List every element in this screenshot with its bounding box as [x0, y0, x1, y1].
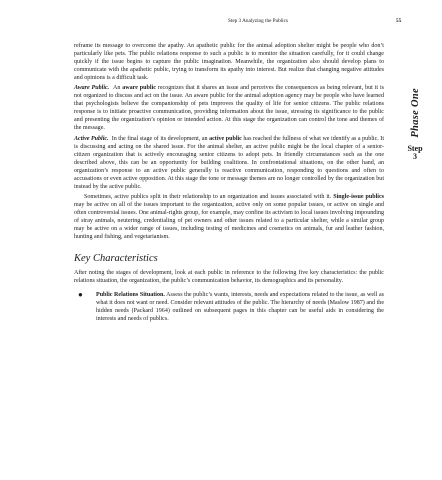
bullet-item	[74, 291, 384, 323]
single-issue-body: may be active on all of the issues important to the organization, active only on some popular issues, or active on single and often controversial issues. One animal-rights group, for example, may confine its activism to local issues involving impounding of stray animals, neutering, credentialing of pet owners and other issues related to a particular shelter, while a similar group may be active on a wider range of issues, including testing of medicines and cosmetics on animals, fur and leather fashion, hunting and fishing, and vegetarianism.	[74, 201, 384, 241]
step-number: 3	[413, 151, 417, 161]
single-issue-term: Single-issue publics	[333, 193, 384, 200]
active-body: has reached the fullness of what we identify as a public. It is discussing and acting on the shared issue. For the animal shelter, an active public might be the local chapter of a senior-citizen organization that is actively encouraging senior citizens to adopt pets. In friendly circumstances such as the one described above, this can be an opportunity for building coalitions. In confrontational situations, on the other hand, an organization’s response to an active public generally is reactive communication, responding to questions and often to accusations or even active opposition. At this stage the tone or message themes are no longer controlled by the organization but instead by the active public.	[74, 135, 385, 190]
aware-term: aware public	[122, 85, 156, 92]
running-head: Step 3 Analyzing the Publics	[228, 18, 288, 24]
running-header	[0, 18, 442, 30]
single-issue-lead: Sometimes, active publics split in their relationship to an organization and issues associated with it.	[84, 193, 334, 200]
phase-label: Phase One	[409, 88, 421, 138]
aware-lead: An	[112, 85, 123, 92]
aware-public-heading: Aware Public.	[74, 85, 110, 92]
page-number: 55	[396, 18, 402, 24]
active-public-heading: Active Public.	[74, 135, 109, 142]
bullet-heading: Public Relations Situation.	[96, 292, 165, 299]
aware-body: recognizes that it shares an issue and perceives the consequences as being relevant, but it is not organized to discuss and act on the issue. An aware public for the animal adoption agency may be people who have learned that psychologists believe the companionship of pets improves the quality of life for senior citizens. The public relations response is to initiate proactive communication, providing information about the issue, stressing its significance to the public and presenting the organization’s opinion or intended action. At this stage the organization can control the tone and themes of the message.	[74, 85, 384, 132]
step-label: Step	[407, 143, 423, 153]
section-title: Key Characteristics	[74, 253, 158, 265]
page-body	[74, 42, 384, 323]
bullet-icon: ●	[78, 290, 83, 300]
active-term: active public	[209, 135, 242, 142]
bullet-body: Assess the public’s wants, interests, needs and expectations related to the issue, as well as what it does not want or need. Consider relevant attitudes of the public. The hierarchy of needs (Maslow 1987) and the hidden needs (Packard 1964) outlined on subsequent pages in this chapter can be useful aids in considering the interests and needs of publics.	[96, 292, 384, 323]
single-issue-paragraph	[74, 193, 384, 241]
active-lead: In the final stage of its development, an	[111, 135, 210, 142]
intro-paragraph: reframe its message to overcome the apathy. An apathetic public for the animal adoption shelter might be people who don’t particularly like pets. The public relations response to such a public is to monitor the situation carefully, for it could change quickly if the issue begins to capture the public imagination. Meanwhile, the organization also should develop plans to communicate with the apathetic public, trying to transform its apathy into interest. But realize that changing negative attitudes and opinions is a difficult task.	[74, 43, 384, 82]
aware-public-paragraph	[74, 84, 384, 132]
phase-side-tab	[400, 88, 430, 188]
active-public-paragraph	[74, 135, 384, 191]
section-intro: After noting the stages of development, look at each public in reference to the following five key characteristics: the public relations situation, the organization, the public’s communication behavior, its demographics and its personality.	[74, 270, 384, 285]
